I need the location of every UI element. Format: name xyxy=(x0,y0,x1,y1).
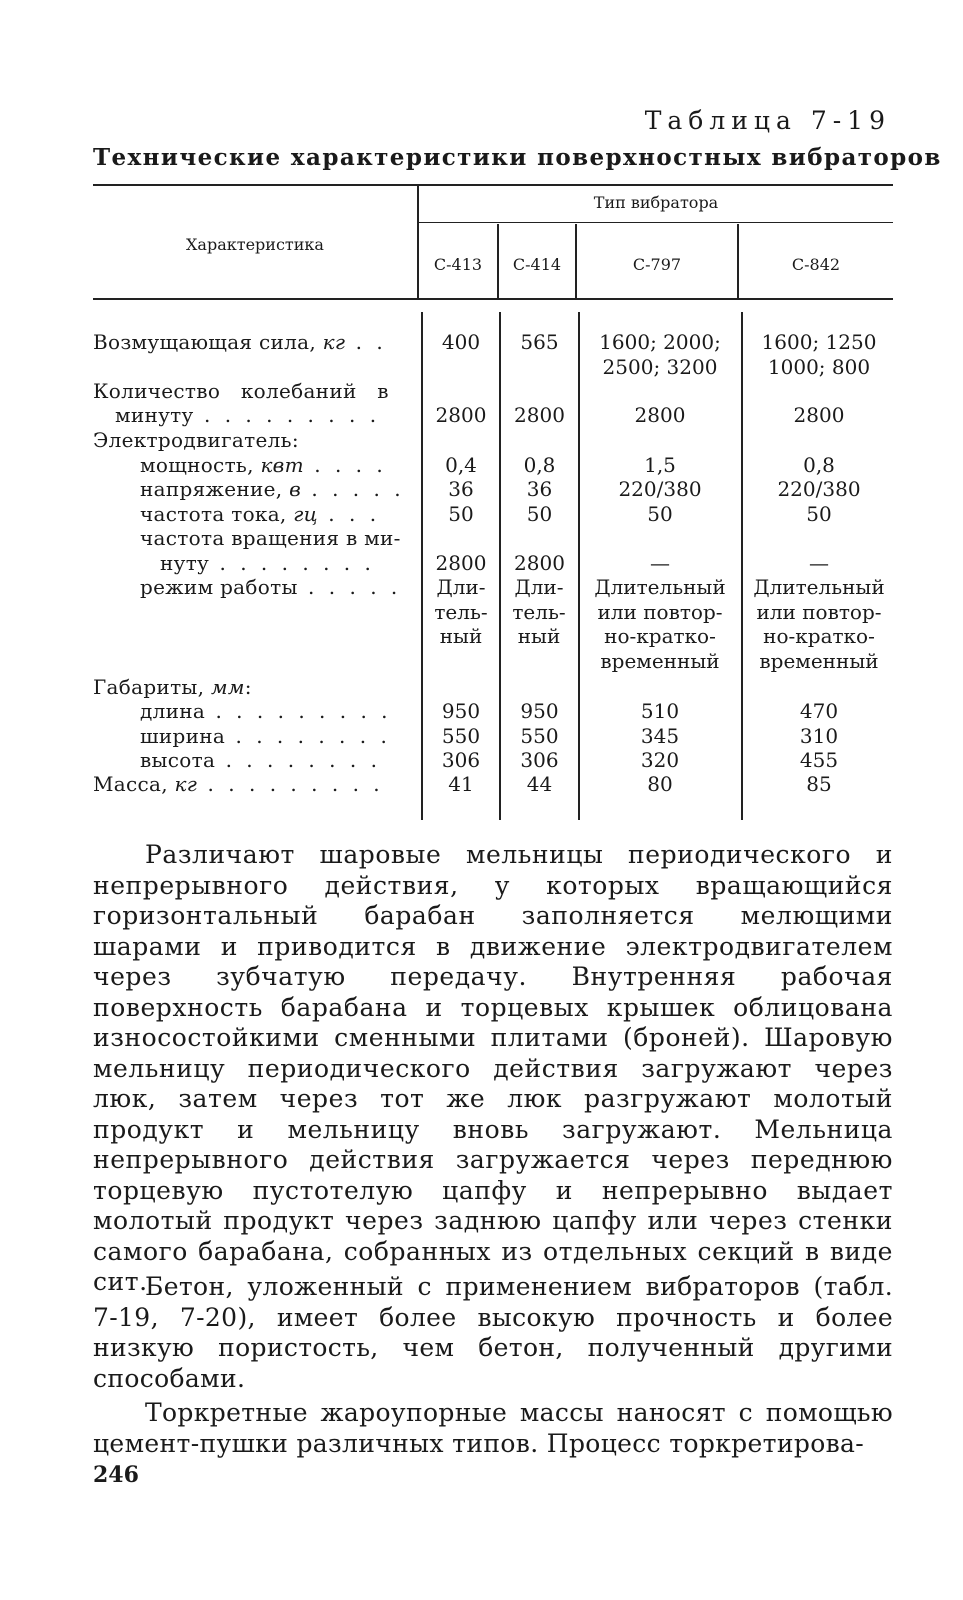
cell-frequency-s842: 50 xyxy=(806,502,832,526)
cell-rotation-s414: 2800 xyxy=(514,551,565,575)
cell-rotation-s413: 2800 xyxy=(435,551,487,575)
table-top-rule xyxy=(93,184,893,186)
row-label-mode: режим работы . . . . . xyxy=(140,575,402,599)
cell-width-s797: 345 xyxy=(640,724,680,748)
cell-power-s797: 1,5 xyxy=(644,453,676,477)
cell-power-s413: 0,4 xyxy=(445,453,477,477)
cell-mode-s797: Длительный или повтор- но-кратко- временный xyxy=(594,575,726,673)
cell-power-s842: 0,8 xyxy=(803,453,835,477)
cell-rotation-s797: — xyxy=(650,551,670,575)
cell-osc-s413: 2800 xyxy=(435,403,487,427)
row-label-width: ширина . . . . . . . . xyxy=(140,724,391,748)
header-vibrator-type: Тип вибратора xyxy=(593,193,719,212)
cell-height-s414: 306 xyxy=(520,748,559,772)
header-sub-rule xyxy=(419,222,893,223)
cell-force-s842: 1600; 1250 1000; 800 xyxy=(761,330,877,379)
cell-mass-s797: 80 xyxy=(647,772,673,796)
cell-osc-s414: 2800 xyxy=(514,403,565,427)
cell-length-s413: 950 xyxy=(441,699,481,723)
cell-frequency-s413: 50 xyxy=(448,502,474,526)
header-model: С-842 xyxy=(791,255,841,274)
row-label-rotation-cont: нуту . . . . . . . . xyxy=(160,551,375,575)
row-label-rotation: частота вращения в ми- xyxy=(140,526,401,550)
cell-width-s842: 310 xyxy=(799,724,839,748)
cell-length-s842: 470 xyxy=(799,699,839,723)
row-label-dimensions: Габариты, мм: xyxy=(93,675,252,699)
row-label-oscillations-cont: минуту . . . . . . . . . xyxy=(115,403,381,427)
row-label-oscillations: Количество колебаний в xyxy=(93,379,389,403)
page-number: 246 xyxy=(93,1462,139,1488)
cell-width-s413: 550 xyxy=(441,724,481,748)
row-label-length: длина . . . . . . . . . xyxy=(140,699,392,723)
row-label-voltage: напряжение, в . . . . . xyxy=(140,477,405,501)
row-label-height: высота . . . . . . . . xyxy=(140,748,381,772)
row-label-mass: Масса, кг . . . . . . . . . xyxy=(93,772,384,796)
header-characteristic: Характеристика xyxy=(186,235,324,254)
cell-force-s797: 1600; 2000; 2500; 3200 xyxy=(599,330,721,379)
cell-force-s413: 400 xyxy=(441,330,481,354)
cell-mode-s842: Длительный или повтор- но-кратко- временный xyxy=(753,575,885,673)
cell-mass-s413: 41 xyxy=(448,772,474,796)
cell-frequency-s414: 50 xyxy=(526,502,553,526)
cell-mass-s842: 85 xyxy=(806,772,832,796)
cell-rotation-s842: — xyxy=(809,551,829,575)
row-label-motor: Электродвигатель: xyxy=(93,428,299,452)
cell-voltage-s842: 220/380 xyxy=(777,477,861,501)
cell-power-s414: 0,8 xyxy=(523,453,556,477)
cell-frequency-s797: 50 xyxy=(647,502,673,526)
cell-osc-s797: 2800 xyxy=(634,403,686,427)
header-model: С-797 xyxy=(632,255,682,274)
cell-height-s842: 455 xyxy=(799,748,839,772)
row-label-power: мощность, квт . . . . xyxy=(140,453,387,477)
cell-height-s797: 320 xyxy=(640,748,680,772)
column-divider xyxy=(499,312,501,820)
cell-mode-s414: Дли- тель- ный xyxy=(512,575,566,648)
body-paragraph: Бетон, уложенный с применением вибраторов (табл. 7-19, 7-20), имеет более высокую прочность и более низкую пористость, чем бетон, полученный другими способами. xyxy=(93,1272,893,1393)
header-model: С-414 xyxy=(512,255,562,274)
cell-length-s414: 950 xyxy=(520,699,559,723)
cell-osc-s842: 2800 xyxy=(793,403,845,427)
cell-voltage-s414: 36 xyxy=(526,477,553,501)
body-paragraph: Торкретные жароупорные массы наносят с помощью цемент-пушки различных типов. Процесс торкретирова- xyxy=(93,1398,893,1458)
cell-voltage-s413: 36 xyxy=(448,477,474,501)
cell-width-s414: 550 xyxy=(520,724,559,748)
cell-length-s797: 510 xyxy=(640,699,680,723)
cell-mass-s414: 44 xyxy=(526,772,553,796)
table-title: Технические характеристики поверхностных вибраторов xyxy=(93,144,942,171)
cell-voltage-s797: 220/380 xyxy=(618,477,702,501)
body-paragraph: Различают шаровые мельницы периодического и непрерывного действия, у которых вращающийся горизонтальный барабан заполняется мелющими шарами и приводится в движение электродвигателем через зубчатую передачу. Внутренняя рабочая поверхность барабана и торцевых крышек облицована износостойкими сменными плитами (броней). Шаровую мельницу периодического действия загружают через люк, затем через тот же люк разгружают молотый продукт и мельницу вновь загружают. Мельница непрерывного действия загружается через переднюю торцевую пустотелую цапфу и непрерывно выдает молотый продукт через заднюю цапфу или через стенки самого барабана, собранных из отдельных секций в виде сит. xyxy=(93,840,893,1296)
cell-height-s413: 306 xyxy=(441,748,481,772)
header-model: С-413 xyxy=(433,255,483,274)
row-label-force: Возмущающая сила, кг . . xyxy=(93,330,387,354)
cell-force-s414: 565 xyxy=(520,330,559,354)
cell-mode-s413: Дли- тель- ный xyxy=(434,575,488,648)
row-label-frequency: частота тока, гц . . . xyxy=(140,502,381,526)
table-number: Таблица 7-19 xyxy=(644,106,891,135)
header-bottom-rule xyxy=(93,298,893,300)
